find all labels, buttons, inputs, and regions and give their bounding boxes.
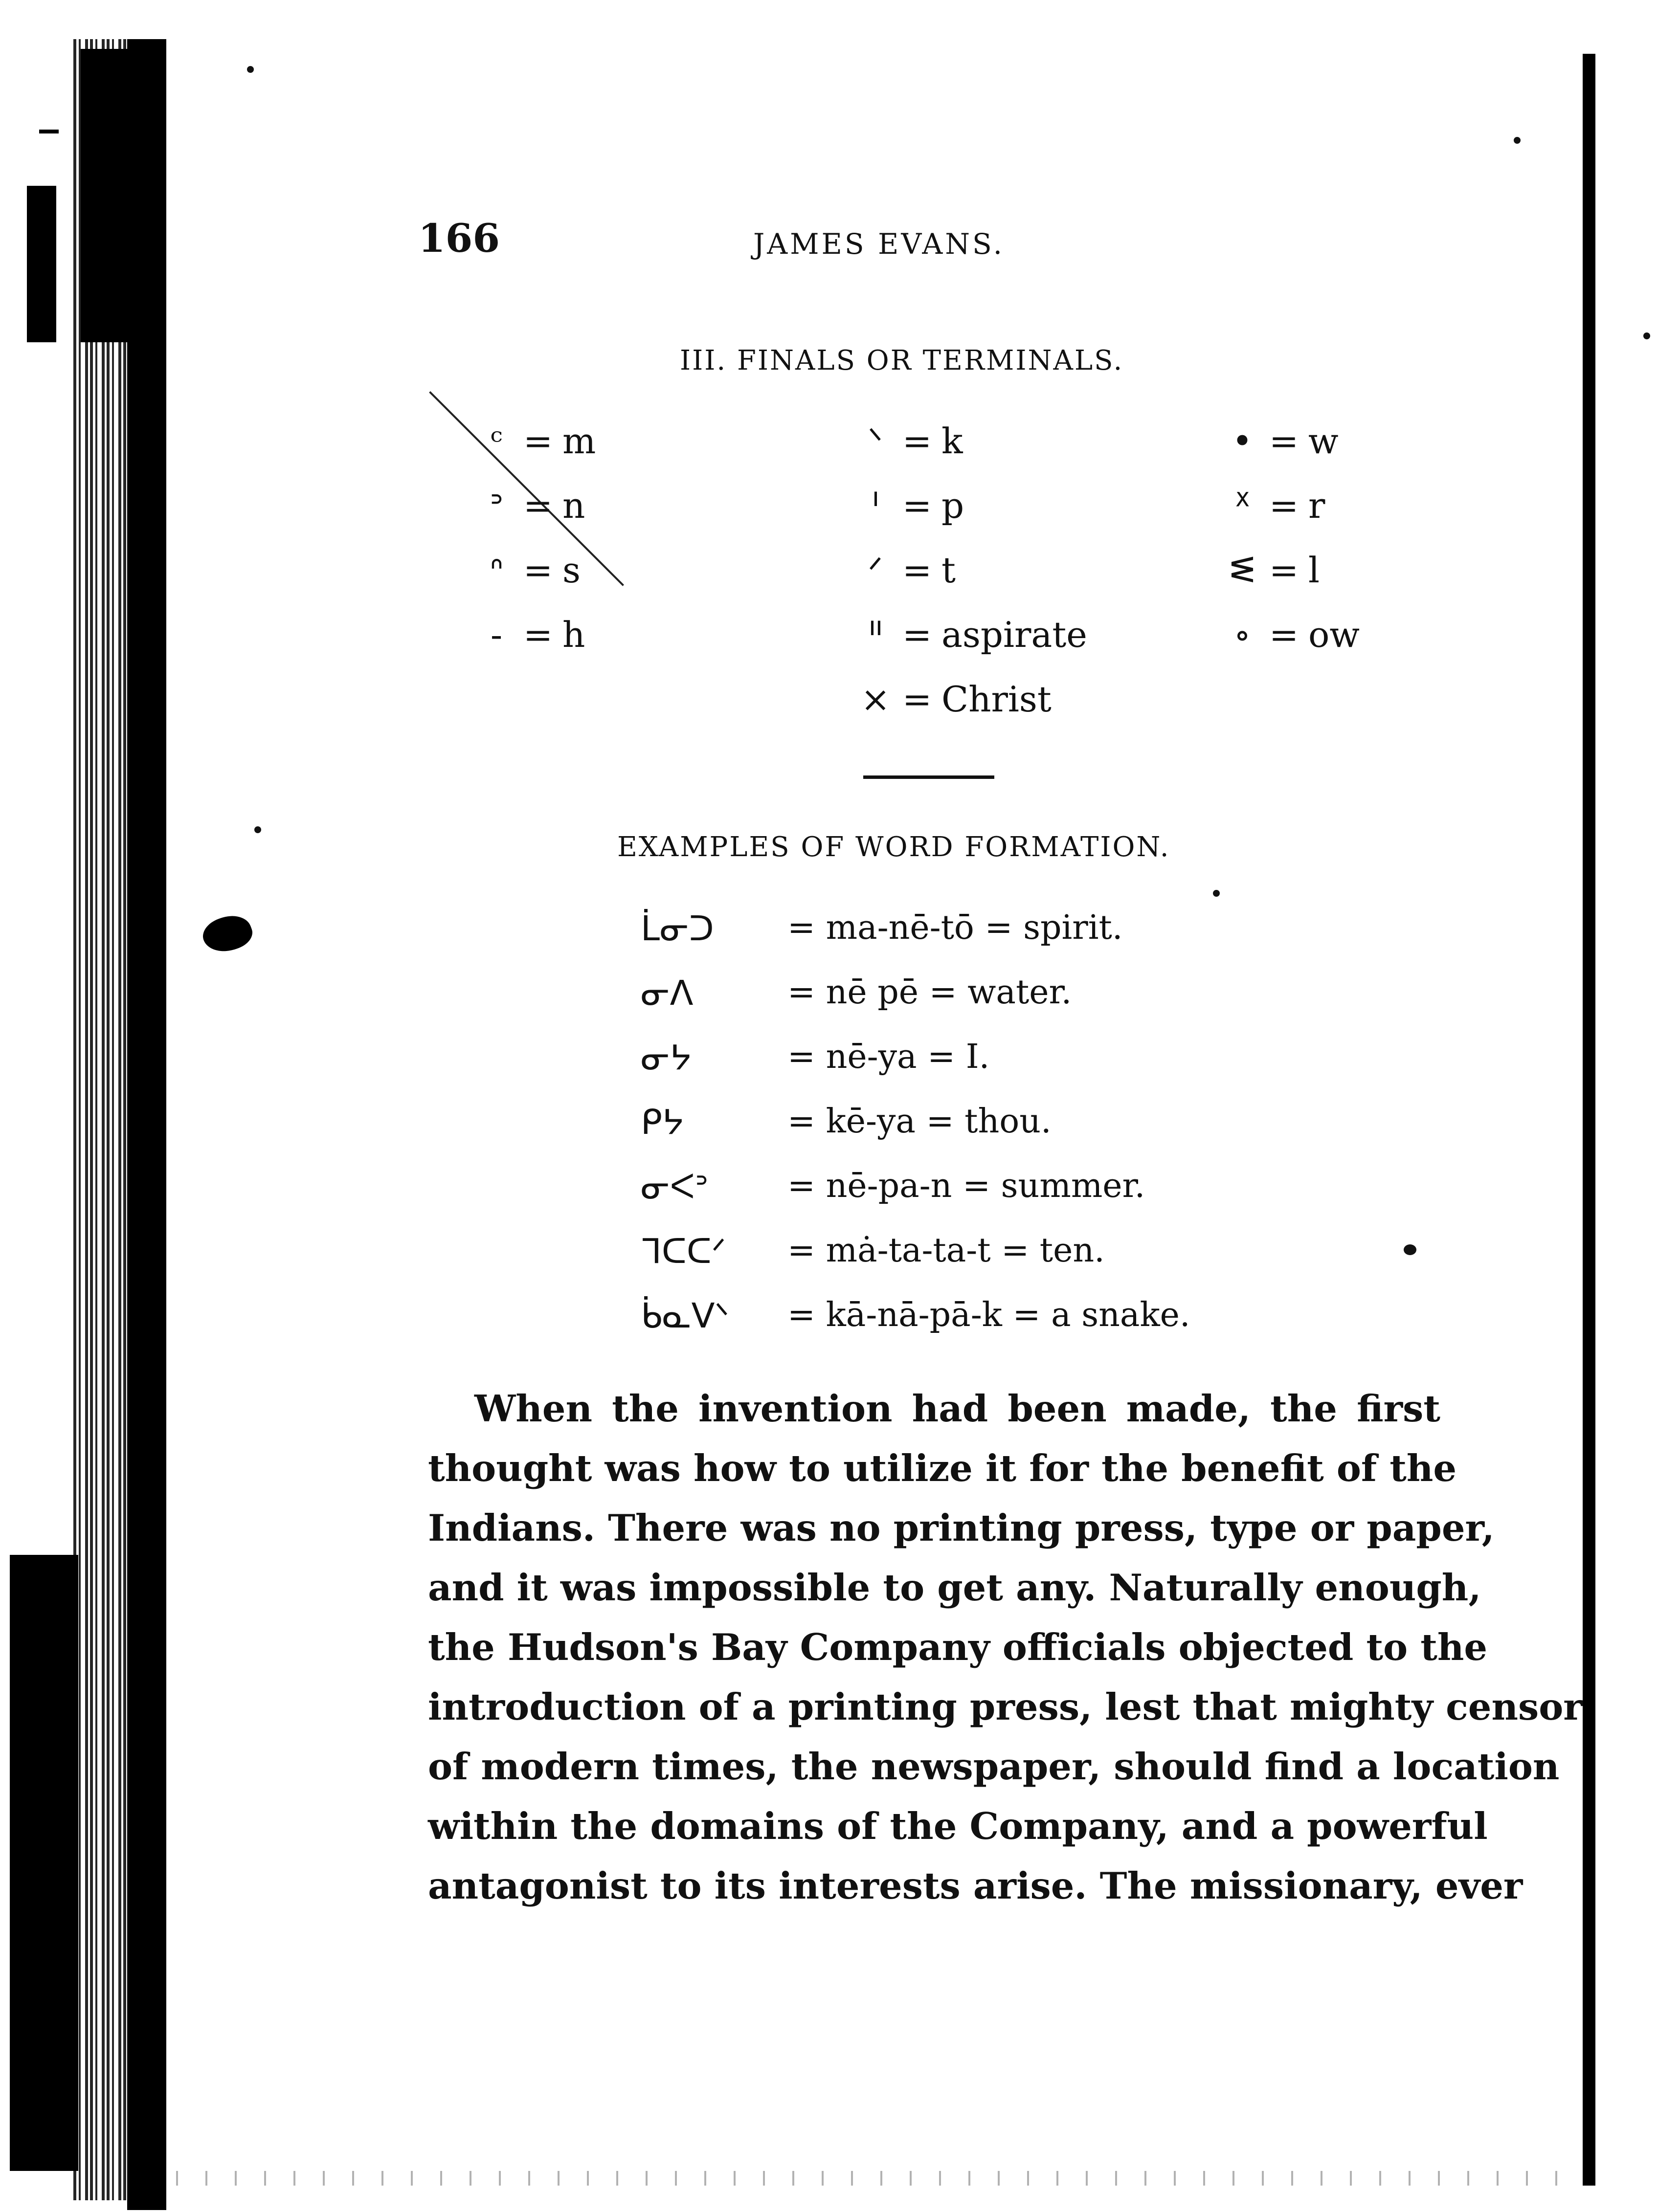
examples-title: EXAMPLES OF WORD FORMATION. — [617, 831, 1170, 863]
section-divider — [863, 775, 994, 779]
paragraph-line: When the invention had been made, the first — [474, 1387, 1440, 1430]
final-row: ᐢ = s — [489, 550, 581, 591]
ink-speck — [1514, 137, 1521, 144]
paragraph-line: antagonist to its interests arise. The missionary, ever — [428, 1864, 1523, 1907]
paragraph-line: within the domains of the Company, and a powerful — [428, 1805, 1488, 1848]
book-page: 166 JAMES EVANS. III. FINALS OR TERMINALS. ᶜ = m ᐣ = n ᐢ = s ‐ = h ᐠ = k ᑊ = p ᐟ = t ᐦ = aspirate × = Christ • = w ᕽ = r ᓬ = l ∘ = ow EXAMPLES OF WORD FORMATION. ᒫᓂᑐ = ma-nē-tō = spirit. ᓂᐱ = nē pē = water. ᓂᔭ = nē-ya = I. ᑭᔭ = kē-ya = thou. ᓂᐸᐣ = nē-pa-n = summer. ᒣᑕᑕᐟ = mȧ-ta-ta-t = ten. ᑳᓇᐯᐠ = kā-nā-pā-k = a snake. When the invention had been made, the first thought was how to utilize it for the benefit of the Indians. There was no printing press, type or paper, and it was impossible to get any. Naturally enough, the Hudson's Bay Company officials objected to the introduction of a printing press, lest that mighty censor of modern times, the newspaper, should find a location within the domains of the Company, and a powerful antagonist to its interests arise. The missionary, ever — [0, 0, 1658, 2212]
spine-block — [27, 186, 56, 342]
spine-block — [10, 1555, 78, 2171]
final-row: ∘ = ow — [1233, 614, 1360, 655]
spine-block — [81, 49, 127, 342]
ink-speck — [254, 826, 261, 833]
paragraph-line: the Hudson's Bay Company officials objected to the — [428, 1626, 1488, 1669]
final-row: ᓬ = l — [1229, 550, 1320, 591]
right-page-edge — [1583, 54, 1595, 2186]
spine-block — [39, 130, 59, 133]
ink-speck — [1213, 890, 1220, 897]
final-row: ᑊ = p — [872, 485, 964, 526]
body-paragraph — [428, 1379, 1583, 1916]
ink-speck — [1643, 332, 1650, 339]
paragraph-line: Indians. There was no printing press, type or paper, — [428, 1506, 1495, 1549]
paragraph-line: of modern times, the newspaper, should find a location — [428, 1745, 1560, 1788]
final-row: ᐣ = n — [489, 485, 585, 526]
paragraph-line: thought was how to utilize it for the benefit of the — [428, 1447, 1457, 1490]
final-row: × = Christ — [860, 679, 1052, 720]
running-head: JAMES EVANS. — [753, 227, 1005, 261]
final-row: ᐠ = k — [868, 420, 963, 462]
paragraph-line: and it was impossible to get any. Naturally enough, — [428, 1566, 1481, 1609]
scanned-binding-edge — [0, 0, 176, 2212]
paragraph-line: introduction of a printing press, lest that mighty censor — [428, 1685, 1583, 1728]
bottom-scan-noise — [166, 2171, 1575, 2186]
ink-speck — [1404, 1244, 1416, 1255]
spine-shadow — [127, 39, 166, 2210]
final-row: ᶜ = m — [490, 420, 596, 462]
finals-title: III. FINALS OR TERMINALS. — [680, 345, 1124, 376]
page-number: 166 — [418, 215, 500, 261]
final-row: • = w — [1232, 420, 1339, 462]
final-row: ᐦ = aspirate — [869, 614, 1087, 655]
final-row: ‐ = h — [490, 614, 585, 655]
ink-speck — [247, 66, 254, 73]
final-row: ᐟ = t — [868, 550, 956, 591]
final-row: ᕽ = r — [1233, 485, 1325, 526]
ink-blot — [199, 909, 256, 958]
